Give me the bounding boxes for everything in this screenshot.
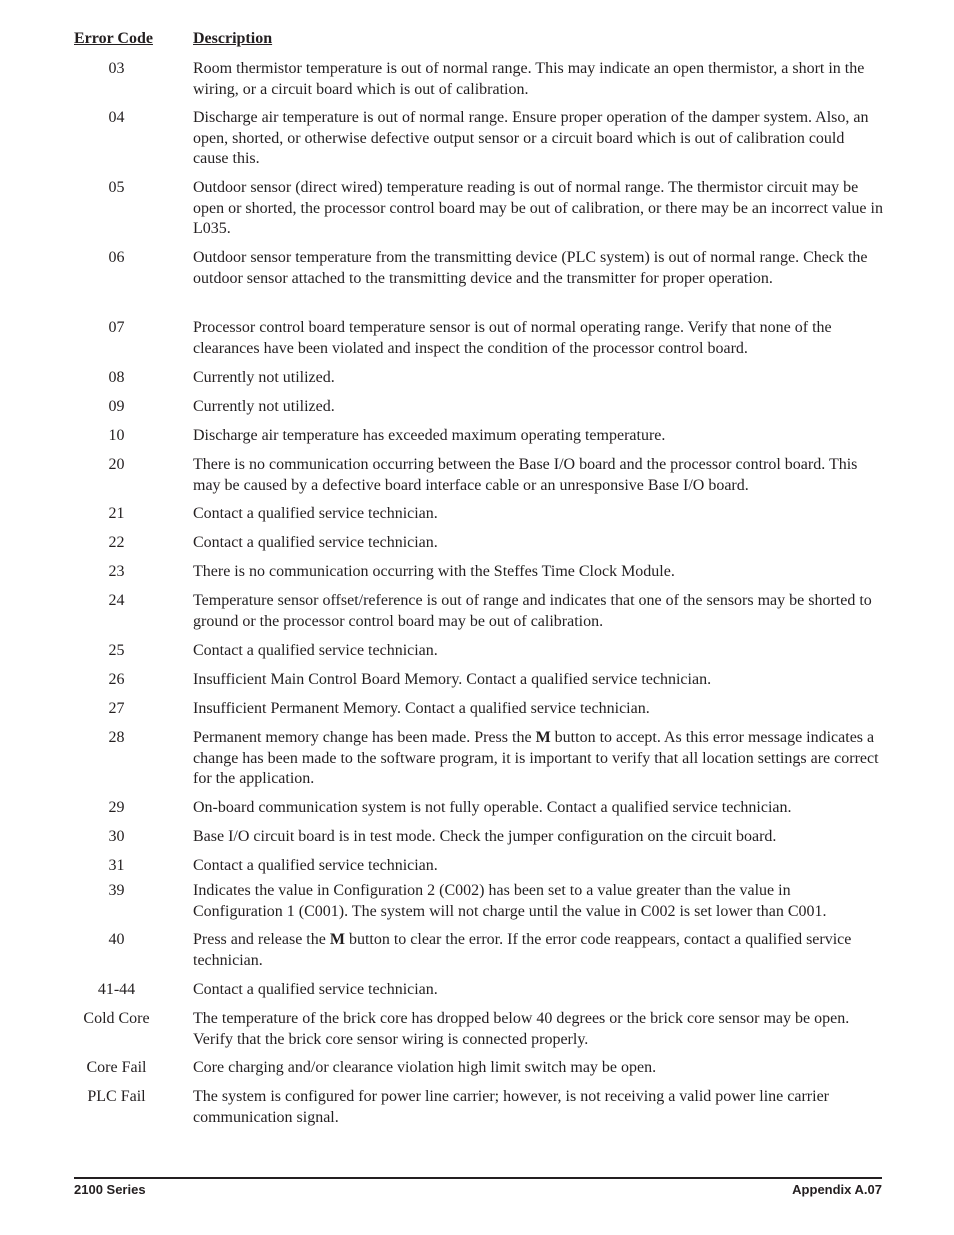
description-text: There is no communication occurring with the Steffes Time Clock Module. (193, 563, 675, 580)
description-text: Core charging and/or clearance violation high limit switch may be open. (193, 1059, 657, 1076)
description-cell (193, 1087, 883, 1128)
footer-divider (74, 1177, 882, 1179)
error-code-page (74, 30, 883, 1126)
description-cell (193, 728, 883, 790)
error-code-cell: 08 (108, 369, 125, 386)
button-key-label: M (535, 729, 551, 746)
description-text: Room thermistor temperature is out of normal range. This may indicate an open thermistor, a short in the wiring, or a circuit board which is out of calibration. (193, 60, 865, 98)
description-text: Currently not utilized. (193, 398, 335, 415)
error-code-cell: 05 (108, 179, 125, 196)
error-code-cell: 22 (108, 534, 125, 551)
table-row (74, 533, 883, 554)
description-cell (193, 827, 883, 848)
description-cell (193, 108, 883, 170)
error-code-cell: 29 (108, 799, 125, 816)
error-code-cell: 06 (108, 249, 125, 266)
description-header: Description (193, 30, 273, 47)
description-text: Press and release the (193, 931, 330, 948)
table-row (74, 397, 883, 418)
description-cell (193, 641, 883, 662)
description-cell (193, 591, 883, 632)
table-row (74, 980, 883, 1001)
error-code-cell: 41-44 (97, 981, 136, 998)
table-row (74, 108, 883, 170)
description-text: button to accept. As this error message indicates a change has been made to the software program, it is important to verify that all location settings are correct for the application. (193, 729, 879, 788)
description-text: There is no communication occurring between the Base I/O board and the processor control board. This may be caused by a defective board interface cable or an unresponsive Base I/O board. (193, 456, 858, 494)
description-cell (193, 670, 883, 691)
description-text: button to clear the error. If the error code reappears, contact a qualified service technician. (193, 931, 852, 969)
error-code-cell: 30 (108, 828, 125, 845)
error-code-cell: 07 (108, 319, 125, 336)
error-code-cell: 28 (108, 729, 125, 746)
error-code-cell: 10 (108, 427, 125, 444)
table-row (74, 1087, 883, 1128)
description-cell (193, 930, 883, 971)
description-text: Insufficient Permanent Memory. Contact a qualified service technician. (193, 700, 650, 717)
error-code-cell: 21 (108, 505, 125, 522)
description-text: Contact a qualified service technician. (193, 857, 438, 874)
description-text: Discharge air temperature has exceeded maximum operating temperature. (193, 427, 666, 444)
table-row (74, 856, 883, 877)
description-cell (193, 248, 883, 289)
table-row (74, 670, 883, 691)
error-code-cell: 23 (108, 563, 125, 580)
description-cell (193, 881, 883, 922)
error-code-cell: PLC Fail (87, 1088, 146, 1105)
description-text: Contact a qualified service technician. (193, 505, 438, 522)
description-text: Outdoor sensor temperature from the transmitting device (PLC system) is out of normal range. Check the outdoor sensor attached to the transmitting device and the transmitter for proper operation. (193, 249, 868, 287)
table-row (74, 248, 883, 289)
table-row (74, 318, 883, 359)
page-footer (74, 1182, 882, 1197)
table-row (74, 562, 883, 583)
description-text: Contact a qualified service technician. (193, 981, 438, 998)
description-cell (193, 426, 883, 447)
error-code-cell: 25 (108, 642, 125, 659)
table-row (74, 930, 883, 971)
description-text: Indicates the value in Configuration 2 (C002) has been set to a value greater than the value in Configuration 1 (C001). The system will not charge until the value in C002 is set lower than C001. (193, 882, 827, 920)
description-cell (193, 318, 883, 359)
table-row (74, 827, 883, 848)
description-text: Permanent memory change has been made. Press the (193, 729, 536, 746)
description-cell (193, 798, 883, 819)
error-code-cell: 27 (108, 700, 125, 717)
table-row (74, 426, 883, 447)
description-cell (193, 980, 883, 1001)
description-text: Currently not utilized. (193, 369, 335, 386)
table-row (74, 178, 883, 240)
error-code-cell: 09 (108, 398, 125, 415)
description-text: Insufficient Main Control Board Memory. Contact a qualified service technician. (193, 671, 712, 688)
table-row (74, 368, 883, 389)
table-row (74, 728, 883, 790)
table-row (74, 1009, 883, 1050)
table-row (74, 798, 883, 819)
table-row (74, 1058, 883, 1079)
error-code-cell: 26 (108, 671, 125, 688)
description-text: Contact a qualified service technician. (193, 534, 438, 551)
table-row (74, 455, 883, 496)
description-text: Temperature sensor offset/reference is out of range and indicates that one of the sensors may be shorted to ground or the processor control board may be out of calibration. (193, 592, 872, 630)
description-cell (193, 368, 883, 389)
error-code-cell: 31 (108, 857, 125, 874)
table-row (74, 504, 883, 525)
footer-series: 2100 Series (74, 1182, 146, 1197)
description-text: The system is configured for power line carrier; however, is not receiving a valid power line carrier communication signal. (193, 1088, 829, 1126)
description-cell (193, 562, 883, 583)
description-text: The temperature of the brick core has dropped below 40 degrees or the brick core sensor may be open. Verify that the brick core sensor wiring is connected properly. (193, 1010, 850, 1048)
table-row (74, 641, 883, 662)
description-cell (193, 699, 883, 720)
description-text: On-board communication system is not fully operable. Contact a qualified service technician. (193, 799, 792, 816)
description-cell (193, 504, 883, 525)
description-cell (193, 856, 883, 877)
button-key-label: M (329, 931, 345, 948)
description-cell (193, 178, 883, 240)
description-text: Discharge air temperature is out of normal range. Ensure proper operation of the damper system. Also, an open, shorted, or otherwise defective output sensor or a circuit board which is out of calibration could cause this. (193, 109, 869, 168)
footer-appendix: Appendix A.07 (792, 1182, 882, 1197)
description-cell (193, 455, 883, 496)
error-code-cell: 39 (108, 882, 125, 899)
error-code-cell: 03 (108, 60, 125, 77)
description-text: Outdoor sensor (direct wired) temperature reading is out of normal range. The thermistor circuit may be open or shorted, the processor control board may be out of calibration, or there may be an incorrect value in L035. (193, 179, 883, 238)
description-text: Base I/O circuit board is in test mode. Check the jumper configuration on the circuit board. (193, 828, 777, 845)
table-row (74, 881, 883, 922)
error-code-cell: 20 (108, 456, 125, 473)
error-code-header: Error Code (74, 30, 153, 47)
table-row (74, 59, 883, 100)
description-cell (193, 397, 883, 418)
error-code-cell: Core Fail (86, 1059, 147, 1076)
error-code-cell: 04 (108, 109, 125, 126)
description-cell (193, 1058, 883, 1079)
error-code-cell: 24 (108, 592, 125, 609)
table-row (74, 699, 883, 720)
description-cell (193, 1009, 883, 1050)
table-header (74, 30, 882, 51)
error-code-cell: 40 (108, 931, 125, 948)
error-code-cell: Cold Core (83, 1010, 150, 1027)
description-text: Processor control board temperature sensor is out of normal operating range. Verify that none of the clearances have been violated and inspect the condition of the processor control board. (193, 319, 832, 357)
description-text: Contact a qualified service technician. (193, 642, 438, 659)
description-cell (193, 59, 883, 100)
description-cell (193, 533, 883, 554)
table-row (74, 591, 883, 632)
